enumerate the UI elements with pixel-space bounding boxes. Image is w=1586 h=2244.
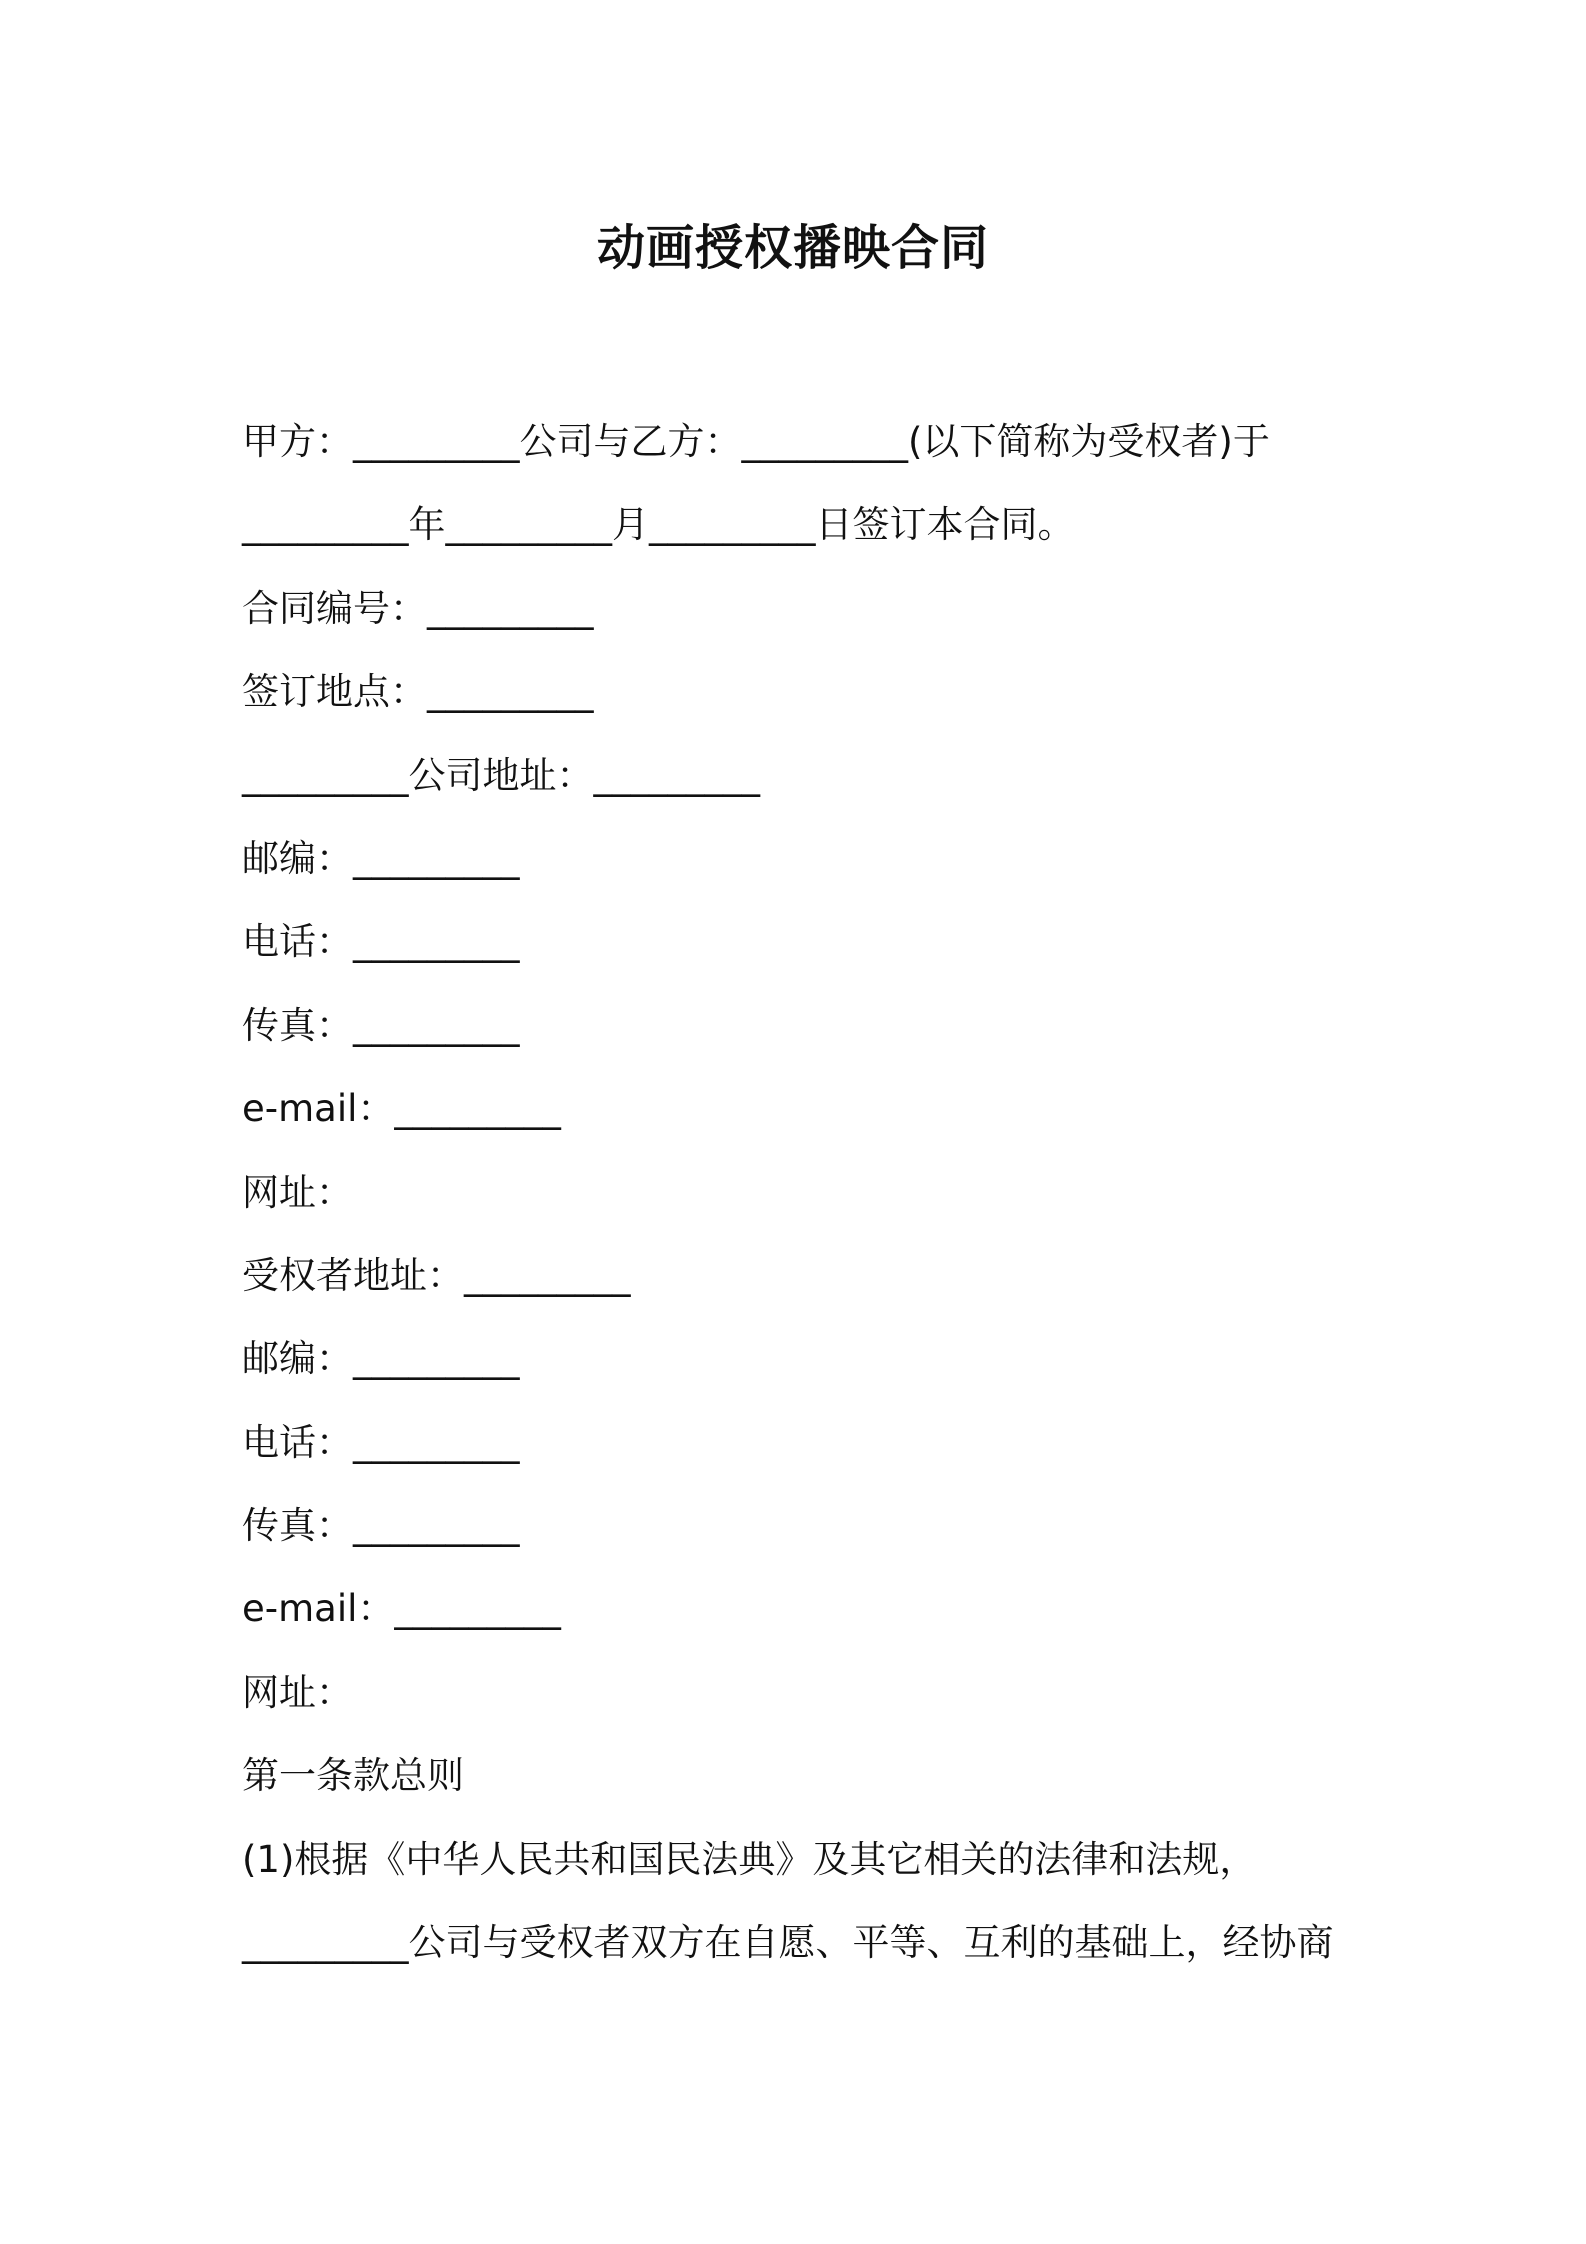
licensee-fax-line: 传真：_________ [242, 1504, 520, 1548]
licensee-postcode-line: 邮编：_________ [242, 1337, 520, 1381]
company-website-line: 网址： [242, 1170, 353, 1214]
signing-place-line: 签订地点：_________ [242, 670, 594, 714]
contract-number-line: 合同编号：_________ [242, 586, 594, 630]
licensee-website-line: 网址： [242, 1670, 353, 1714]
document-body [242, 400, 1372, 1984]
licensee-address-line: 受权者地址：_________ [242, 1253, 631, 1297]
licensee-email-line: e-mail：_________ [242, 1587, 561, 1631]
document-title: 动画授权播映合同 [596, 220, 989, 276]
signing-date-line: _________年_________月_________日签订本合同。 [242, 503, 1075, 547]
party-line: 甲方：_________公司与乙方：_________(以下简称为受权者)于 [242, 420, 1270, 463]
company-address-line: _________公司地址：_________ [242, 753, 760, 797]
clause-line: _________公司与受权者双方在自愿、平等、互利的基础上，经协商 [242, 1921, 1334, 1965]
company-phone-line: 电话：_________ [242, 920, 520, 964]
licensee-phone-line: 电话：_________ [242, 1420, 520, 1464]
company-postcode-line: 邮编：_________ [242, 836, 520, 880]
company-email-line: e-mail：_________ [242, 1087, 561, 1131]
section-heading: 第一条款总则 [242, 1754, 464, 1798]
company-fax-line: 传真：_________ [242, 1003, 520, 1047]
clause-line: (1)根据《中华人民共和国民法典》及其它相关的法律和法规， [242, 1837, 1257, 1881]
